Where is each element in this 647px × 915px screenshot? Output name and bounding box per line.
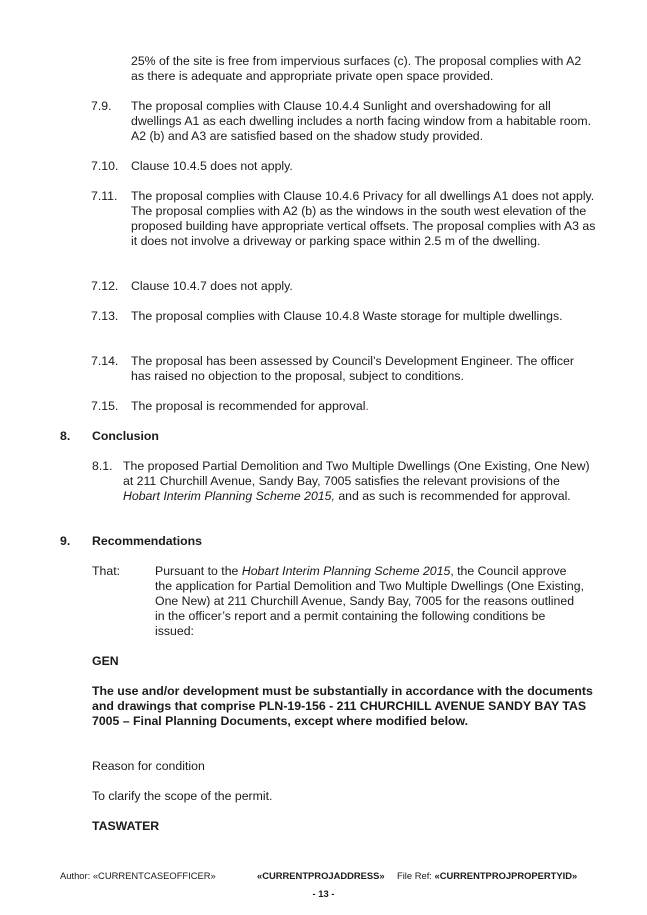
that-label: That: [92, 564, 121, 578]
footer-project-address: «CURRENTPROJADDRESS» [257, 870, 385, 881]
item-text-7-10: Clause 10.4.5 does not apply. [131, 159, 293, 173]
item-number-7-12: 7.12. [91, 279, 119, 293]
footer-author: Author: «CURRENTCASEOFFICER» [60, 870, 216, 881]
conclusion-text: The proposed Partial Demolition and Two Multiple Dwellings (One Existing, One New) at 211 Churchill Avenue, Sandy Bay, 7005 satisfies the relevant provisions of the Hobart Interim Planning Scheme 2015, and as such is recommended for approval. [123, 459, 590, 503]
section-number-9: 9. [60, 534, 71, 548]
section-heading-conclusion: Conclusion [92, 429, 159, 443]
section-heading-recommendations: Recommendations [92, 534, 203, 548]
page-number: - 13 - [312, 888, 335, 899]
condition-heading-taswater: TASWATER [92, 819, 160, 833]
item-text-7-14: The proposal has been assessed by Council’s Development Engineer. The officer has raised no objection to the proposal, subject to conditions. [131, 354, 574, 383]
paragraph-continuation: 25% of the site is free from impervious surfaces (c). The proposal complies with A2 as there is adequate and appropriate private open space provided. [131, 54, 582, 83]
item-text-7-13: The proposal complies with Clause 10.4.8 Waste storage for multiple dwellings. [131, 309, 563, 323]
item-number-7-15: 7.15. [91, 399, 119, 413]
item-number-7-13: 7.13. [91, 309, 119, 323]
item-text-7-12: Clause 10.4.7 does not apply. [131, 279, 293, 293]
item-text-7-9: The proposal complies with Clause 10.4.4 Sunlight and overshadowing for all dwellings A1 as each dwelling includes a north facing window from a habitable room. A2 (b) and A3 are satisfied based on the shadow study provided. [131, 99, 592, 143]
reason-label: Reason for condition [92, 759, 205, 773]
section-number-8: 8. [60, 429, 71, 443]
condition-gen-text: The use and/or development must be substantially in accordance with the documents and drawings that comprise PLN-19-156 - 211 CHURCHILL AVENUE SANDY BAY TAS 7005 – Final Planning Documents, except where modified below. [92, 684, 593, 728]
item-number-7-14: 7.14. [91, 354, 119, 368]
item-number-7-10: 7.10. [91, 159, 119, 173]
reason-text: To clarify the scope of the permit. [92, 789, 273, 803]
condition-heading-gen: GEN [92, 654, 119, 668]
item-number-7-11: 7.11. [91, 189, 118, 203]
item-number-7-9: 7.9. [91, 99, 112, 113]
item-number-8-1: 8.1. [92, 459, 113, 473]
footer-file-ref: File Ref: «CURRENTPROJPROPERTYID» [397, 870, 578, 881]
item-text-7-15: The proposal is recommended for approval. [131, 399, 369, 413]
recommendation-text: Pursuant to the Hobart Interim Planning Scheme 2015, the Council approve the application for Partial Demolition and Two Multiple Dwellings (One Existing, One New) at 211 Churchill Avenue, Sandy Bay, 7005 for the reasons outlined in the officer’s report and a permit containing the following conditions be issued: [155, 564, 585, 638]
item-text-7-11: The proposal complies with Clause 10.4.6 Privacy for all dwellings A1 does not apply. The proposal complies with A2 (b) as the windows in the south west elevation of the proposed building have appropriate vertical offsets. The proposal complies with A3 as it does not involve a driveway or parking space within 2.5 m of the dwelling. [131, 189, 596, 248]
